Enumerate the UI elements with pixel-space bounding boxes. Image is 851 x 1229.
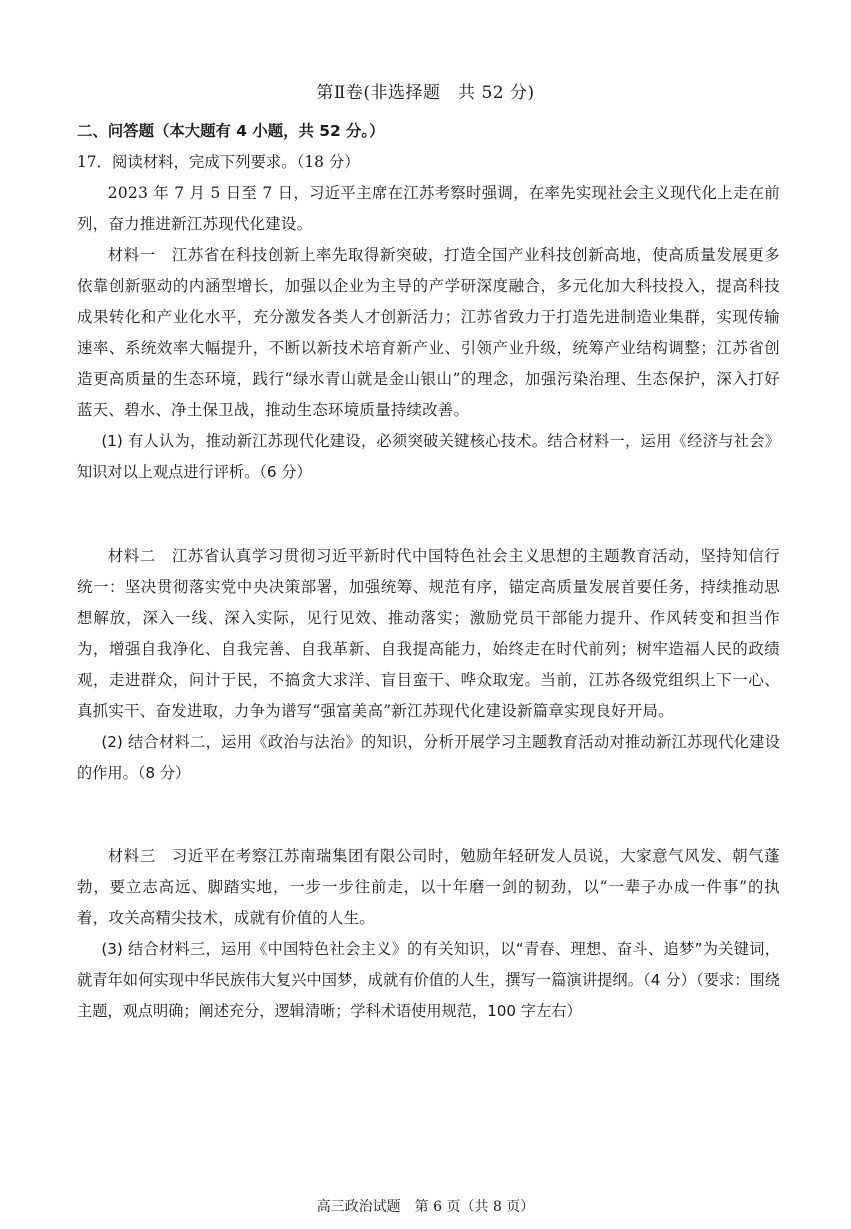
sub-question-2: (2) 结合材料二，运用《政治与法治》的知识，分析开展学习主题教育活动对推动新江苏现代化建设的作用。（8 分） [77, 733, 780, 782]
sub-question-1: (1) 有人认为，推动新江苏现代化建设，必须突破关键核心技术。结合材料一，运用《经济与社会》知识对以上观点进行评析。（6 分） [77, 432, 780, 481]
answer-space-2 [77, 789, 780, 841]
section-heading: 二、问答题（本大题有 4 小题，共 52 分。） [77, 122, 385, 140]
material-two: 材料二 江苏省认真学习贯彻习近平新时代中国特色社会主义思想的主题教育活动，坚持知信行统一：坚决贯彻落实党中央决策部署，加强统筹、规范有序，锚定高质量发展首要任务，持续推动思想解放，深入一线、深入实际，见行见效、推动落实；激励党员干部能力提升、作风转变和担当作为，增强自我净化、自我完善、自我革新、自我提高能力，始终走在时代前列；树牢造福人民的政绩观，走进群众，问计于民，不搞贪大求洋、盲目蛮干、哗众取宠。当前，江苏各级党组织上下一心、真抓实干、奋发进取，力争为谱写“强富美高”新江苏现代化建设新篇章实现良好开局。 [77, 547, 780, 720]
question-content [77, 116, 780, 1027]
question-stem: 17．阅读材料，完成下列要求。（18 分） [77, 153, 360, 171]
intro-paragraph: 2023 年 7 月 5 日至 7 日，习近平主席在江苏考察时强调，在率先实现社会主义现代化上走在前列，奋力推进新江苏现代化建设。 [77, 184, 780, 233]
page-footer: 高三政治试题 第 6 页（共 8 页） [316, 1199, 535, 1215]
part-title: 第Ⅱ卷(非选择题 共 52 分) [316, 83, 535, 103]
material-one: 材料一 江苏省在科技创新上率先取得新突破，打造全国产业科技创新高地，使高质量发展更多依靠创新驱动的内涵型增长，加强以企业为主导的产学研深度融合，多元化加大科技投入，提高科技成果转化和产业化水平，充分激发各类人才创新活力；江苏省致力于打造先进制造业集群，实现传输速率、系统效率大幅提升，不断以新技术培育新产业、引领产业升级，统筹产业结构调整；江苏省创造更高质量的生态环境，践行“绿水青山就是金山银山”的理念，加强污染治理、生态保护，深入打好蓝天、碧水、净土保卫战，推动生态环境质量持续改善。 [77, 246, 780, 419]
material-three: 材料三 习近平在考察江苏南瑞集团有限公司时，勉励年轻研发人员说，大家意气风发、朝气蓬勃，要立志高远、脚踏实地，一步一步往前走，以十年磨一剑的韧劲，以“一辈子办成一件事”的执着，攻关高精尖技术，成就有价值的人生。 [77, 847, 780, 927]
sub-question-3: (3) 结合材料三，运用《中国特色社会主义》的有关知识，以“青春、理想、奋斗、追梦”为关键词，就青年如何实现中华民族伟大复兴中国梦，成就有价值的人生，撰写一篇演讲提纲。（4 分）（要求：围绕主题，观点明确；阐述充分，逻辑清晰；学科术语使用规范，100 字左右） [77, 940, 780, 1020]
answer-space-1 [77, 488, 780, 541]
